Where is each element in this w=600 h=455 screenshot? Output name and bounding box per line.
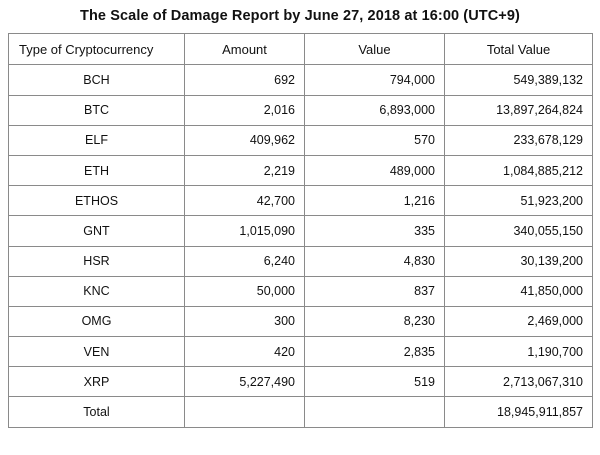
cell-value: 570	[305, 125, 445, 155]
cell-total-value: 2,713,067,310	[445, 367, 593, 397]
table-container	[0, 33, 600, 427]
cell-amount: 50,000	[185, 276, 305, 306]
cell-type: OMG	[9, 306, 185, 336]
cell-total-value: 1,190,700	[445, 337, 593, 367]
table-body	[9, 65, 593, 427]
cell-value: 8,230	[305, 306, 445, 336]
cell-type: XRP	[9, 367, 185, 397]
cell-type: VEN	[9, 337, 185, 367]
table-row	[9, 65, 593, 95]
cell-total-value: 233,678,129	[445, 125, 593, 155]
cell-value: 837	[305, 276, 445, 306]
cell-type: HSR	[9, 246, 185, 276]
cell-type: ETHOS	[9, 186, 185, 216]
cell-amount: 2,219	[185, 155, 305, 185]
cell-total-value: 41,850,000	[445, 276, 593, 306]
cell-total-amount	[185, 397, 305, 427]
table-row	[9, 125, 593, 155]
cell-amount: 42,700	[185, 186, 305, 216]
table-row	[9, 246, 593, 276]
cell-amount: 6,240	[185, 246, 305, 276]
cell-total-value: 13,897,264,824	[445, 95, 593, 125]
column-header-type: Type of Cryptocurrency	[9, 34, 185, 65]
table-row	[9, 186, 593, 216]
table-row	[9, 155, 593, 185]
column-header-total-value: Total Value	[445, 34, 593, 65]
table-row	[9, 95, 593, 125]
table-row	[9, 216, 593, 246]
table-row	[9, 367, 593, 397]
cell-amount: 409,962	[185, 125, 305, 155]
table-total-row	[9, 397, 593, 427]
column-header-amount: Amount	[185, 34, 305, 65]
cell-grand-total: 18,945,911,857	[445, 397, 593, 427]
cell-total-value: 30,139,200	[445, 246, 593, 276]
cell-amount: 5,227,490	[185, 367, 305, 397]
cell-amount: 420	[185, 337, 305, 367]
cell-type: ELF	[9, 125, 185, 155]
table-row	[9, 337, 593, 367]
cell-value: 1,216	[305, 186, 445, 216]
cell-value: 4,830	[305, 246, 445, 276]
cell-total-price	[305, 397, 445, 427]
damage-table	[8, 33, 593, 427]
table-row	[9, 276, 593, 306]
cell-type: GNT	[9, 216, 185, 246]
cell-value: 335	[305, 216, 445, 246]
cell-amount: 2,016	[185, 95, 305, 125]
cell-value: 6,893,000	[305, 95, 445, 125]
cell-total-value: 340,055,150	[445, 216, 593, 246]
cell-type: ETH	[9, 155, 185, 185]
cell-total-value: 549,389,132	[445, 65, 593, 95]
cell-total-value: 2,469,000	[445, 306, 593, 336]
cell-amount: 1,015,090	[185, 216, 305, 246]
table-row	[9, 306, 593, 336]
cell-type: BTC	[9, 95, 185, 125]
cell-type: BCH	[9, 65, 185, 95]
table-header-row	[9, 34, 593, 65]
cell-amount: 692	[185, 65, 305, 95]
cell-value: 2,835	[305, 337, 445, 367]
table-header	[9, 34, 593, 65]
cell-value: 489,000	[305, 155, 445, 185]
cell-amount: 300	[185, 306, 305, 336]
cell-total-value: 1,084,885,212	[445, 155, 593, 185]
column-header-value: Value	[305, 34, 445, 65]
cell-total-label: Total	[9, 397, 185, 427]
cell-value: 794,000	[305, 65, 445, 95]
cell-total-value: 51,923,200	[445, 186, 593, 216]
page-title: The Scale of Damage Report by June 27, 2018 at 16:00 (UTC+9)	[80, 8, 520, 24]
cell-type: KNC	[9, 276, 185, 306]
cell-value: 519	[305, 367, 445, 397]
